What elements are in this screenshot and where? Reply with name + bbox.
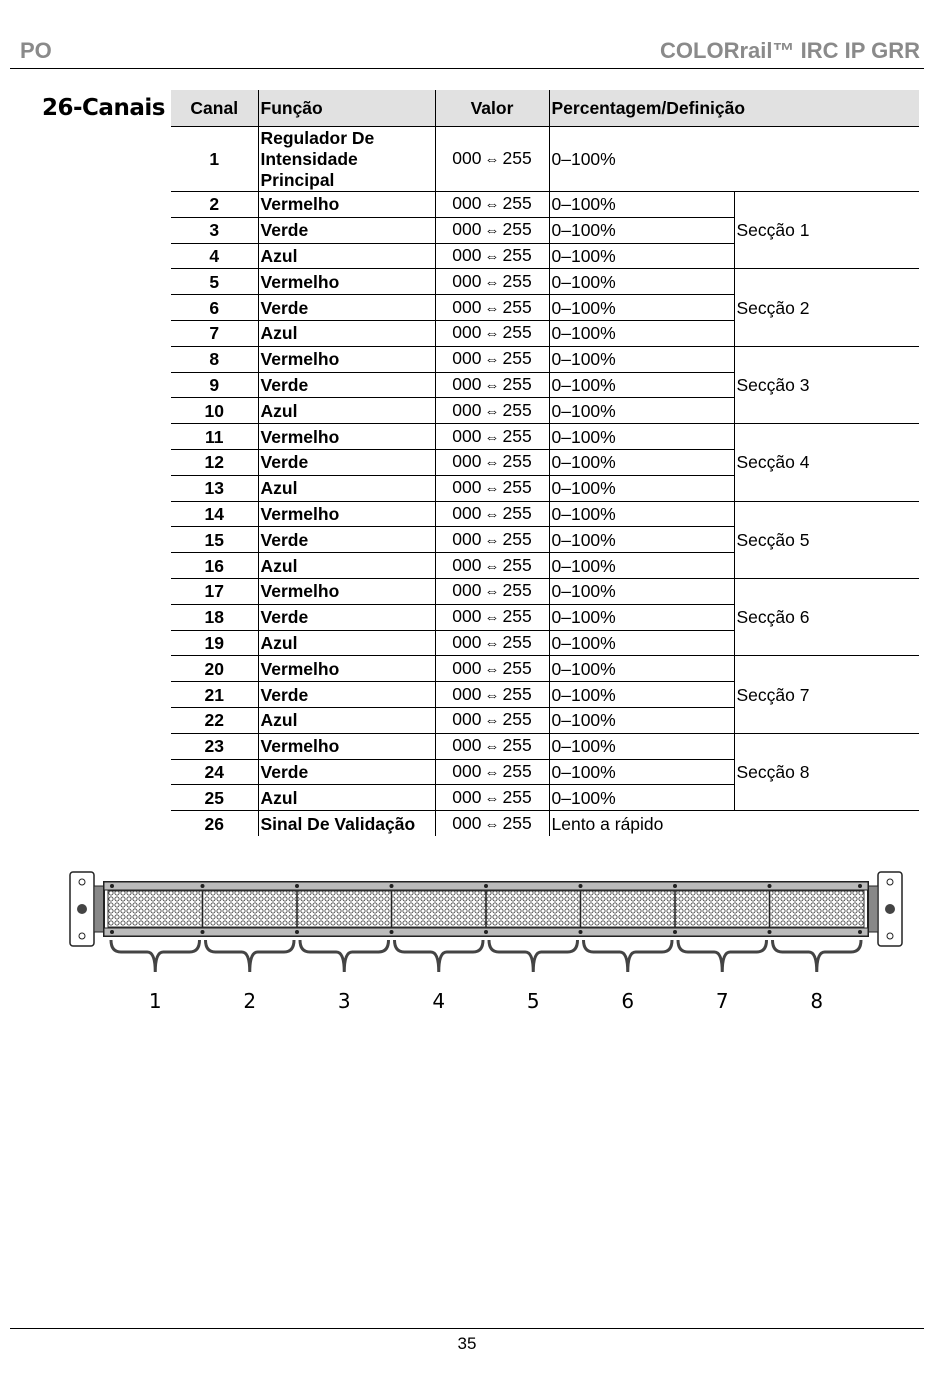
section-number-label: 3 — [337, 989, 351, 1013]
section-title: 26-Canais — [42, 95, 165, 121]
channel-percentage: 0–100% — [549, 785, 734, 811]
range-arrow-icon: ⇔ — [484, 609, 500, 627]
value-from: 000 — [452, 373, 482, 394]
channel-value-range — [435, 630, 549, 656]
table-row — [171, 733, 919, 759]
value-from: 000 — [452, 148, 482, 168]
channel-value-range — [435, 217, 549, 243]
channel-function: Verde — [258, 527, 435, 553]
channel-value-range — [435, 269, 549, 295]
value-from: 000 — [452, 786, 482, 807]
rail-screw — [484, 884, 488, 888]
channel-value-range — [435, 320, 549, 346]
range-arrow-icon: ⇔ — [484, 480, 500, 498]
value-from: 000 — [452, 735, 482, 756]
channel-percentage: 0–100% — [549, 127, 919, 192]
channel-number: 12 — [171, 449, 258, 475]
value-to: 255 — [502, 451, 532, 472]
channel-number: 6 — [171, 295, 258, 321]
channel-value-range — [435, 295, 549, 321]
channel-percentage: 0–100% — [549, 630, 734, 656]
range-arrow-icon: ⇔ — [484, 712, 500, 730]
channel-value-range — [435, 759, 549, 785]
section-label: Secção 6 — [734, 578, 919, 655]
section-brace — [206, 940, 295, 972]
rail-screw — [858, 930, 862, 934]
channel-value-range — [435, 475, 549, 501]
channel-value-range — [435, 553, 549, 579]
channel-function: Vermelho — [258, 733, 435, 759]
section-label: Secção 1 — [734, 192, 919, 269]
channel-value-range — [435, 398, 549, 424]
rail-screw — [484, 930, 488, 934]
range-arrow-icon: ⇔ — [484, 428, 500, 446]
value-to: 255 — [502, 296, 532, 317]
channel-function: Verde — [258, 682, 435, 708]
rail-screw — [295, 884, 299, 888]
channel-percentage: 0–100% — [549, 192, 734, 218]
channel-percentage: 0–100% — [549, 320, 734, 346]
value-from: 000 — [452, 502, 482, 523]
channel-function: Vermelho — [258, 269, 435, 295]
range-arrow-icon: ⇔ — [484, 196, 500, 214]
value-from: 000 — [452, 528, 482, 549]
rail-screw — [579, 930, 583, 934]
channel-number: 4 — [171, 243, 258, 269]
value-from: 000 — [452, 477, 482, 498]
range-arrow-icon: ⇔ — [484, 299, 500, 317]
section-label: Secção 2 — [734, 269, 919, 346]
value-from: 000 — [452, 270, 482, 291]
section-number-label: 4 — [432, 989, 446, 1013]
channel-number: 3 — [171, 217, 258, 243]
section-number-label: 8 — [810, 989, 824, 1013]
range-arrow-icon: ⇔ — [484, 505, 500, 523]
section-brace — [111, 940, 200, 972]
channel-value-range — [435, 527, 549, 553]
value-to: 255 — [502, 760, 532, 781]
channel-function: Verde — [258, 604, 435, 630]
channel-percentage: 0–100% — [549, 295, 734, 321]
channel-number: 14 — [171, 501, 258, 527]
value-from: 000 — [452, 683, 482, 704]
channel-number: 19 — [171, 630, 258, 656]
value-to: 255 — [502, 148, 532, 168]
range-arrow-icon: ⇔ — [484, 660, 500, 678]
channel-percentage: 0–100% — [549, 243, 734, 269]
value-from: 000 — [452, 451, 482, 472]
channel-value-range — [435, 656, 549, 682]
channel-number: 20 — [171, 656, 258, 682]
channel-function: Regulador De Intensidade Principal — [258, 127, 435, 192]
section-brace — [395, 940, 484, 972]
table-row — [171, 656, 919, 682]
range-arrow-icon: ⇔ — [484, 247, 500, 265]
rail-screw — [295, 930, 299, 934]
range-arrow-icon: ⇔ — [484, 789, 500, 807]
value-to: 255 — [502, 786, 532, 807]
fixture-diagram — [60, 860, 910, 1025]
range-arrow-icon: ⇔ — [484, 634, 500, 652]
value-from: 000 — [452, 812, 482, 833]
channel-value-range — [435, 449, 549, 475]
channel-function: Verde — [258, 449, 435, 475]
value-from: 000 — [452, 322, 482, 343]
bracket-knob — [77, 904, 87, 914]
channel-percentage: 0–100% — [549, 733, 734, 759]
channel-percentage: 0–100% — [549, 759, 734, 785]
range-arrow-icon: ⇔ — [484, 151, 500, 168]
channel-number: 2 — [171, 192, 258, 218]
rail-screw — [858, 884, 862, 888]
value-from: 000 — [452, 399, 482, 420]
section-brace — [773, 940, 862, 972]
channel-function: Verde — [258, 372, 435, 398]
channel-number: 1 — [171, 127, 258, 192]
range-arrow-icon: ⇔ — [484, 763, 500, 781]
channel-number: 24 — [171, 759, 258, 785]
channel-number: 22 — [171, 707, 258, 733]
rail-screw — [673, 930, 677, 934]
section-brace — [300, 940, 389, 972]
section-label: Secção 4 — [734, 424, 919, 501]
section-label: Secção 7 — [734, 656, 919, 733]
value-from: 000 — [452, 296, 482, 317]
channel-percentage: 0–100% — [549, 346, 734, 372]
channel-function: Vermelho — [258, 424, 435, 450]
channel-percentage: 0–100% — [549, 578, 734, 604]
channel-number: 9 — [171, 372, 258, 398]
channel-number: 17 — [171, 578, 258, 604]
channel-function: Azul — [258, 553, 435, 579]
rail-screw — [390, 930, 394, 934]
channel-value-range — [435, 707, 549, 733]
range-arrow-icon: ⇔ — [484, 531, 500, 549]
value-from: 000 — [452, 580, 482, 601]
channel-function: Vermelho — [258, 346, 435, 372]
value-to: 255 — [502, 193, 532, 214]
range-arrow-icon: ⇔ — [484, 273, 500, 291]
value-from: 000 — [452, 348, 482, 369]
rail-screw — [201, 884, 205, 888]
header-divider — [10, 68, 924, 69]
table-row — [171, 192, 919, 218]
channel-percentage: 0–100% — [549, 707, 734, 733]
value-from: 000 — [452, 760, 482, 781]
channel-percentage: 0–100% — [549, 217, 734, 243]
channel-percentage: 0–100% — [549, 682, 734, 708]
value-to: 255 — [502, 606, 532, 627]
value-to: 255 — [502, 270, 532, 291]
channel-value-range — [435, 785, 549, 811]
range-arrow-icon: ⇔ — [484, 815, 500, 833]
header-percentagem: Percentagem/Definição — [549, 90, 919, 127]
section-brace — [584, 940, 673, 972]
value-to: 255 — [502, 657, 532, 678]
channel-percentage: 0–100% — [549, 527, 734, 553]
channel-number: 26 — [204, 813, 224, 834]
section-label: Secção 8 — [734, 733, 919, 810]
channel-percentage: 0–100% — [549, 553, 734, 579]
rail-screw — [110, 884, 114, 888]
table-header-row — [171, 90, 919, 127]
value-to: 255 — [502, 709, 532, 730]
channel-value-range — [435, 604, 549, 630]
table-row — [171, 811, 919, 836]
range-arrow-icon: ⇔ — [484, 454, 500, 472]
channel-number: 18 — [171, 604, 258, 630]
channel-value-range — [435, 346, 549, 372]
channel-function: Azul — [258, 707, 435, 733]
value-to: 255 — [502, 373, 532, 394]
range-arrow-icon: ⇔ — [484, 222, 500, 240]
channel-percentage: 0–100% — [549, 398, 734, 424]
rail-screw — [201, 930, 205, 934]
value-from: 000 — [452, 631, 482, 652]
table-row — [171, 269, 919, 295]
value-to: 255 — [502, 219, 532, 240]
channel-number: 10 — [171, 398, 258, 424]
channel-function: Verde — [258, 759, 435, 785]
channel-percentage: 0–100% — [549, 424, 734, 450]
channel-percentage: 0–100% — [549, 372, 734, 398]
section-number-label: 2 — [243, 989, 257, 1013]
value-from: 000 — [452, 554, 482, 575]
channel-function: Vermelho — [258, 656, 435, 682]
value-to: 255 — [502, 554, 532, 575]
channel-percentage: 0–100% — [549, 269, 734, 295]
table-row — [171, 346, 919, 372]
value-to: 255 — [502, 735, 532, 756]
range-arrow-icon: ⇔ — [484, 686, 500, 704]
channel-table — [171, 90, 919, 836]
channel-value-range — [435, 578, 549, 604]
table-row — [171, 578, 919, 604]
channel-function: Azul — [258, 398, 435, 424]
channel-percentage: 0–100% — [549, 501, 734, 527]
rail-screw — [390, 884, 394, 888]
header-valor: Valor — [435, 90, 549, 127]
value-to: 255 — [502, 580, 532, 601]
rail-screw — [673, 884, 677, 888]
header-language: PO — [20, 38, 52, 63]
channel-number: 5 — [171, 269, 258, 295]
channel-value-range — [435, 192, 549, 218]
value-from: 000 — [452, 244, 482, 265]
channel-number: 8 — [171, 346, 258, 372]
value-to: 255 — [502, 812, 532, 833]
channel-number: 21 — [171, 682, 258, 708]
channel-value-range — [435, 682, 549, 708]
value-from: 000 — [452, 657, 482, 678]
channel-value-range — [435, 372, 549, 398]
value-to: 255 — [502, 244, 532, 265]
channel-number: 7 — [171, 320, 258, 346]
section-number-label: 6 — [621, 989, 635, 1013]
channel-value-range — [435, 501, 549, 527]
value-to: 255 — [502, 477, 532, 498]
rail-screw — [110, 930, 114, 934]
channel-function: Sinal De Validação — [258, 811, 435, 836]
value-to: 255 — [502, 425, 532, 446]
channel-value-range — [435, 243, 549, 269]
channel-value-range — [435, 733, 549, 759]
value-to: 255 — [502, 502, 532, 523]
value-from: 000 — [452, 709, 482, 730]
fixture-illustration — [60, 860, 910, 1020]
value-to: 255 — [502, 631, 532, 652]
channel-number: 16 — [171, 553, 258, 579]
channel-value-range — [435, 424, 549, 450]
channel-percentage: 0–100% — [549, 604, 734, 630]
value-to: 255 — [502, 528, 532, 549]
channel-function: Vermelho — [258, 192, 435, 218]
channel-number: 25 — [171, 785, 258, 811]
table-row — [171, 127, 919, 192]
rail-screw — [768, 884, 772, 888]
channel-value-range — [435, 811, 549, 836]
header-funcao: Função — [258, 90, 435, 127]
value-from: 000 — [452, 606, 482, 627]
channel-function: Azul — [258, 630, 435, 656]
section-label: Secção 3 — [734, 346, 919, 423]
channel-number: 15 — [171, 527, 258, 553]
table-row — [171, 424, 919, 450]
value-to: 255 — [502, 399, 532, 420]
range-arrow-icon: ⇔ — [484, 351, 500, 369]
range-arrow-icon: ⇔ — [484, 738, 500, 756]
channel-percentage: 0–100% — [549, 656, 734, 682]
channel-function: Verde — [258, 295, 435, 321]
value-to: 255 — [502, 348, 532, 369]
channel-number: 11 — [171, 424, 258, 450]
value-from: 000 — [452, 193, 482, 214]
section-number-label: 5 — [526, 989, 540, 1013]
channel-function: Azul — [258, 785, 435, 811]
value-to: 255 — [502, 683, 532, 704]
table-row — [171, 501, 919, 527]
range-arrow-icon: ⇔ — [484, 376, 500, 394]
channel-percentage: 0–100% — [549, 449, 734, 475]
channel-percentage: 0–100% — [549, 475, 734, 501]
range-arrow-icon: ⇔ — [484, 583, 500, 601]
rail-screw — [579, 884, 583, 888]
range-arrow-icon: ⇔ — [484, 557, 500, 575]
section-brace — [489, 940, 578, 972]
channel-function: Vermelho — [258, 501, 435, 527]
channel-function: Azul — [258, 243, 435, 269]
page-number: 35 — [457, 1334, 477, 1353]
range-arrow-icon: ⇔ — [484, 402, 500, 420]
channel-function: Azul — [258, 320, 435, 346]
footer-divider — [10, 1328, 924, 1329]
rail-screw — [768, 930, 772, 934]
bracket-knob — [885, 904, 895, 914]
channel-function: Vermelho — [258, 578, 435, 604]
channel-function: Azul — [258, 475, 435, 501]
section-number-label: 1 — [148, 989, 162, 1013]
value-to: 255 — [502, 322, 532, 343]
value-from: 000 — [452, 219, 482, 240]
channel-number: 13 — [171, 475, 258, 501]
section-label: Secção 5 — [734, 501, 919, 578]
channel-function: Verde — [258, 217, 435, 243]
section-number-label: 7 — [715, 989, 729, 1013]
value-from: 000 — [452, 425, 482, 446]
channel-percentage: Lento a rápido — [549, 811, 919, 836]
range-arrow-icon: ⇔ — [484, 325, 500, 343]
channel-value-range — [435, 127, 549, 192]
header-canal: Canal — [171, 90, 258, 127]
header-product-name: COLORrail™ IRC IP GRR — [660, 38, 920, 63]
section-brace — [678, 940, 767, 972]
channel-number: 23 — [171, 733, 258, 759]
